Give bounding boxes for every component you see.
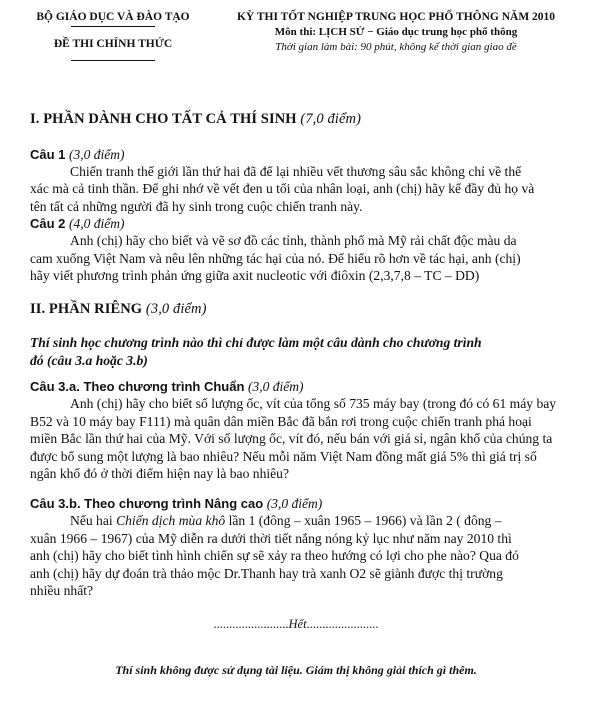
q3a-line: miền Bắc lần thứ hai của Mỹ. Với số lượng ốc, vít đó, nếu bán với giá sỉ, ngân khố của chúng ta — [30, 431, 553, 447]
q3a-line: B52 và 10 máy bay F111) mà quân dân miền Bắc đã bắn rơi trong cuộc chiến tranh phá hoại — [30, 413, 532, 429]
end-dots-left: ........................ — [213, 617, 289, 631]
q1-label: Câu 1 — [30, 147, 66, 162]
part2-title — [30, 300, 582, 318]
q3a-line: ngân khố đó ở thời điểm hiện nay là bao nhiêu? — [30, 466, 290, 482]
q1-points: (3,0 điểm) — [69, 147, 125, 162]
q2-text — [30, 232, 582, 284]
part2-instruction — [30, 334, 582, 369]
q3b-line — [30, 512, 582, 529]
q3b-points: (3,0 điểm) — [266, 496, 323, 512]
q3a-text — [30, 395, 582, 482]
part1-points: (7,0 điểm) — [300, 111, 361, 127]
q3b-line: xuân 1966 – 1967) của Mỹ diễn ra dưới thời tiết nắng nóng kỷ lục như năm nay 2010 thì — [30, 530, 512, 546]
q1-text — [30, 163, 582, 215]
ministry-name: BỘ GIÁO DỤC VÀ ĐÀO TẠO — [36, 11, 190, 23]
q3a-line: Anh (chị) hãy cho biết số lượng ốc, vít của tổng số 735 máy bay (trong đó có 61 máy bay — [70, 396, 557, 412]
q3b-text — [30, 512, 582, 599]
q3b-line: anh (chị) hãy cho biết tình hình chiến sự sẽ xảy ra theo hướng có lợi cho phe nào? Qua đó — [30, 548, 519, 564]
q3b-line1-prefix: Nếu hai — [70, 513, 117, 529]
q3a-title — [30, 378, 582, 395]
q2-title — [30, 215, 582, 232]
spacer — [30, 318, 582, 334]
spacer — [30, 284, 582, 300]
q3a-points: (3,0 điểm) — [248, 379, 304, 395]
q3b-title — [30, 495, 582, 512]
exam-title: KỲ THI TỐT NGHIỆP TRUNG HỌC PHỔ THÔNG NĂM 2010 — [236, 11, 556, 23]
part1-title — [30, 110, 582, 128]
q2-line: cam xuống Việt Nam và nêu lên những tác hại của nó. Để hiểu rõ hơn về tác hại, anh (chị) — [30, 250, 521, 266]
q1-line: tên tất cả những người đã hy sinh trong cuộc chiến tranh này. — [30, 198, 363, 214]
q1-line: Chiến tranh thế giới lần thứ hai đã để lại nhiều vết thương sâu sắc không chỉ về thể — [70, 164, 522, 179]
q2-line: Anh (chị) hãy cho biết và vẽ sơ đồ các tỉnh, thành phố mà Mỹ rải chất độc màu da — [70, 233, 517, 249]
spacer — [30, 128, 582, 146]
end-het: Hết — [288, 617, 307, 631]
end-marker — [0, 617, 592, 632]
q3a-line: được bổ sung một lượng là bao nhiêu? Nếu mỗi năm Việt Nam đồng mất giá 5% thì giá trị số — [30, 448, 537, 464]
q1-line: xác mà cả tinh thần. Để ghi nhớ về vết đen u tối của nhân loại, anh (chị) hãy kể đầy đủ họ và — [30, 181, 535, 197]
q2-points: (4,0 điểm) — [69, 216, 125, 232]
end-dots-right: ....................... — [306, 617, 379, 631]
footer-note: Thí sinh không được sử dụng tài liệu. Giám thị không giải thích gì thêm. — [115, 663, 477, 677]
exam-content — [30, 110, 582, 600]
part1-title-text: I. PHẦN DÀNH CHO TẤT CẢ THÍ SINH — [30, 111, 297, 127]
q3b-label: Câu 3.b. Theo chương trình Nâng cao — [30, 496, 264, 512]
official-underline — [71, 60, 155, 61]
campaign-name: Chiến dịch mùa khô — [116, 513, 226, 529]
exam-subject: Môn thi: LỊCH SỬ − Giáo dục trung học phổ thông — [274, 26, 518, 38]
instruction-line: đó (câu 3.a hoặc 3.b) — [30, 352, 148, 368]
exam-time: Thời gian làm bài: 90 phút, không kể thời gian giao đề — [275, 41, 517, 53]
q3b-line: nhiều nhất? — [30, 583, 94, 599]
q1-title — [30, 146, 582, 163]
q3a-label: Câu 3.a. Theo chương trình Chuẩn — [30, 379, 245, 395]
q2-line: hãy viết phương trình phản ứng giữa axit nucleotic với điôxin (2,3,7,8 – TC – DD) — [30, 268, 480, 284]
spacer — [30, 482, 582, 495]
header-right-block — [208, 10, 584, 55]
ministry-underline — [71, 26, 155, 27]
q3b-line: anh (chị) hãy dự đoán trà thảo mộc Dr.Thanh hay trà xanh O2 sẽ giành được thị trường — [30, 565, 503, 581]
part2-points: (3,0 điểm) — [145, 301, 207, 318]
part2-title-text: II. PHẦN RIÊNG — [30, 301, 143, 318]
official-exam-label: ĐỀ THI CHÍNH THỨC — [53, 38, 173, 50]
instruction-line: Thí sinh học chương trình nào thì chỉ được làm một câu dành cho chương trình — [30, 335, 482, 351]
q2-label: Câu 2 — [30, 216, 66, 232]
q3b-line1-suffix: lần 1 (đông – xuân 1965 – 1966) và lần 2 ( đông – — [225, 513, 502, 529]
spacer — [30, 369, 582, 378]
exam-header — [0, 10, 592, 70]
header-left-block — [18, 10, 208, 61]
